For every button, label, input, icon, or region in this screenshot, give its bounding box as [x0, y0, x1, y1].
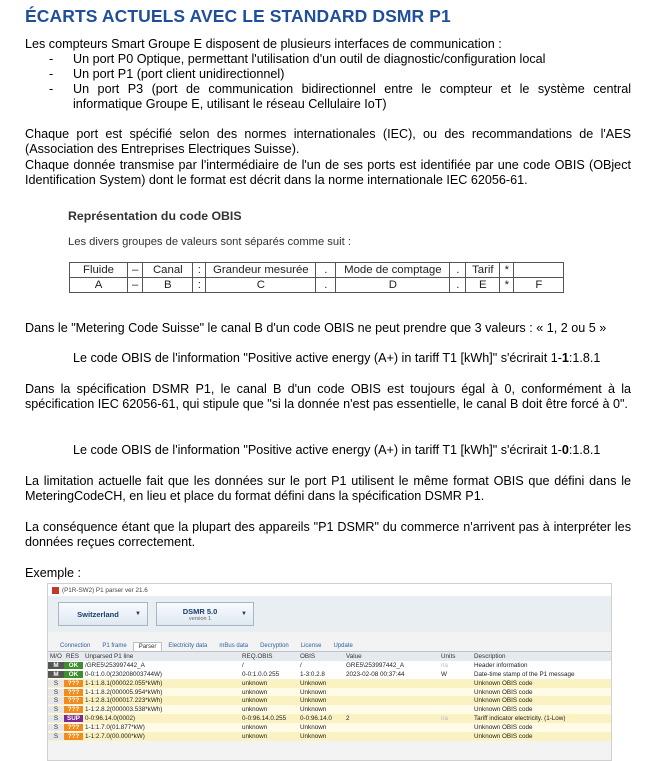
window-titlebar: [48, 584, 611, 596]
obis-paragraph: Chaque donnée transmise par l'intermédiaire de l'un de ses ports est identifiée par une code OBIS (OBject Identification System) dont le format est décrit dans la norme internationale IEC 62056-61.: [25, 158, 631, 187]
example-suffix: :1.8.1: [568, 351, 601, 365]
tab-update[interactable]: Update: [333, 643, 353, 649]
table-cell: Fluide: [70, 263, 128, 278]
table-cell: .: [316, 278, 336, 293]
chevron-down-icon: ▼: [135, 611, 141, 617]
table-row[interactable]: [48, 696, 611, 705]
bullet-dash: -: [49, 82, 54, 96]
mo-cell: S: [48, 706, 64, 713]
obis-cell: Unknown: [300, 724, 327, 732]
req-obis-cell: unknown: [242, 679, 268, 687]
standards-paragraph: Chaque port est spécifié selon des normes internationales (IEC), ou des recommandations de l'AES (Association des Entreprises Electriques Suisse).: [25, 127, 631, 156]
table-cell: –: [128, 263, 143, 278]
result-badge: ???: [64, 733, 83, 740]
obis-cell: Unknown: [300, 697, 327, 705]
description-cell: Unknown OBIS code: [474, 688, 533, 696]
table-row[interactable]: [48, 661, 611, 670]
result-badge: ???: [64, 689, 83, 696]
p1-line-cell: 1-1:1.8.1(000022.055*kWh): [85, 679, 163, 687]
tab-decryption[interactable]: Decryption: [260, 643, 289, 649]
list-item-text: Un port P1 (port client unidirectionnel): [73, 67, 285, 81]
value-cell: 2023-02-08 00:37:44: [346, 670, 405, 678]
example-text: Le code OBIS de l'information "Positive active energy (A+) in tariff T1 [kWh]" s'écrirait 1-: [73, 443, 562, 457]
table-cell: .: [450, 263, 466, 278]
table-cell: *: [500, 263, 514, 278]
table-cell: Tarif: [466, 263, 500, 278]
canal-b-value: 0: [561, 443, 569, 457]
table-row[interactable]: [48, 705, 611, 714]
grid-header-row: [48, 652, 611, 661]
table-cell: *: [500, 278, 514, 293]
tab-parser[interactable]: Parser: [133, 642, 163, 651]
req-obis-cell: unknown: [242, 724, 268, 732]
example-line-dsmr: [73, 443, 600, 457]
description-cell: Unknown OBIS code: [474, 697, 533, 705]
bullet-dash: -: [49, 52, 54, 66]
canal-b-value: 1: [561, 351, 569, 365]
result-badge: SUP: [64, 715, 83, 722]
metering-code-paragraph: Dans le "Metering Code Suisse" le canal B d'un code OBIS ne peut prendre que 3 valeurs : « 1, 2 ou 5 »: [25, 321, 607, 335]
tab-bar: [48, 637, 611, 651]
description-cell: Unknown OBIS code: [474, 724, 533, 732]
description-cell: Unknown OBIS code: [474, 732, 533, 740]
protocol-version: version 1: [188, 615, 212, 622]
tab-electricity-data[interactable]: Electricity data: [168, 643, 208, 649]
mo-cell: M: [48, 671, 64, 678]
column-header[interactable]: RES: [66, 652, 79, 660]
column-header[interactable]: M/O: [50, 652, 62, 660]
country-select-value: Switzerland: [77, 609, 119, 619]
units-cell: na: [441, 661, 449, 669]
toolbar: [48, 596, 611, 632]
app-icon: [52, 587, 59, 594]
obis-box-title: Représentation du code OBIS: [68, 209, 242, 223]
p1-line-cell: /GRE5\253997442_A: [85, 661, 145, 669]
tab-connection[interactable]: Connection: [60, 643, 91, 649]
table-row[interactable]: [48, 732, 611, 741]
protocol-select-value: [163, 607, 237, 622]
example-suffix: :1.8.1: [568, 443, 601, 457]
protocol-name: DSMR 5.0: [182, 606, 218, 616]
table-cell: Mode de comptage: [336, 263, 450, 278]
column-header[interactable]: OBIS: [300, 652, 316, 660]
p1-line-cell: 0-0:1.0.0(230208003744W): [85, 670, 163, 678]
column-header[interactable]: Value: [346, 652, 362, 660]
mo-cell: S: [48, 689, 64, 696]
obis-structure-table: [69, 262, 564, 293]
result-badge: OK: [64, 671, 83, 678]
obis-cell: 0-0:96.14.0: [300, 715, 332, 723]
list-item-text: Un port P0 Optique, permettant l'utilisation d'un outil de diagnostic/configuration local: [73, 52, 546, 66]
req-obis-cell: 0-0:1.0.0.255: [242, 670, 280, 678]
mo-cell: M: [48, 662, 64, 669]
table-row: [70, 278, 564, 293]
result-badge: ???: [64, 706, 83, 713]
result-badge: ???: [64, 680, 83, 687]
table-cell: –: [128, 278, 143, 293]
p1-line-cell: 0-0:96.14.0(0002): [85, 715, 136, 723]
chevron-down-icon: ▼: [241, 611, 247, 617]
table-row[interactable]: [48, 714, 611, 723]
table-row: [70, 263, 564, 278]
req-obis-cell: unknown: [242, 697, 268, 705]
obis-cell: Unknown: [300, 679, 327, 687]
table-cell: F: [514, 278, 564, 293]
units-cell: na: [441, 715, 449, 723]
bullet-dash: -: [49, 67, 54, 81]
req-obis-cell: /: [242, 661, 244, 669]
parser-screenshot: [47, 583, 612, 761]
protocol-select[interactable]: [156, 602, 254, 626]
country-select[interactable]: [58, 602, 148, 626]
table-cell: :: [193, 263, 206, 278]
column-header[interactable]: Units: [441, 652, 456, 660]
list-item-text: Un port P3 (port de communication bidirectionnel entre le compteur et le système central informatique Groupe E, utilisant le réseau Cellulaire IoT): [73, 82, 631, 111]
column-header[interactable]: REQ.OBIS: [242, 652, 273, 660]
tab-mbus-data[interactable]: mBus data: [219, 643, 249, 649]
description-cell: Tariff indicator electricity. (1-Low): [474, 715, 566, 723]
parser-grid: [48, 651, 611, 741]
value-cell: GRE5\253997442_A: [346, 661, 405, 669]
obis-cell: 1-3:0.2.8: [300, 670, 325, 678]
tab-license[interactable]: License: [300, 643, 322, 649]
p1-line-cell: 1-1:1.7.0(01.877*kW): [85, 724, 145, 732]
description-cell: Unknown OBIS code: [474, 679, 533, 687]
table-cell: C: [206, 278, 316, 293]
intro-paragraph: Les compteurs Smart Groupe E disposent de plusieurs interfaces de communication :: [25, 37, 502, 51]
example-text: Le code OBIS de l'information "Positive active energy (A+) in tariff T1 [kWh]" s'écrirait 1-: [73, 351, 562, 365]
table-cell: :: [193, 278, 206, 293]
units-cell: W: [441, 670, 447, 678]
list-item: [25, 52, 631, 67]
table-cell: [514, 263, 564, 278]
obis-box-subtitle: Les divers groupes de valeurs sont séparés comme suit :: [68, 236, 351, 248]
req-obis-cell: unknown: [242, 732, 268, 740]
obis-cell: Unknown: [300, 706, 327, 714]
req-obis-cell: 0-0:96.14.0.255: [242, 715, 287, 723]
tab-p1-frame[interactable]: P1 frame: [102, 643, 127, 649]
table-cell: D: [336, 278, 450, 293]
mo-cell: S: [48, 715, 64, 722]
description-cell: Date-time stamp of the P1 message: [474, 670, 575, 678]
mo-cell: S: [48, 733, 64, 740]
mo-cell: S: [48, 724, 64, 731]
p1-line-cell: 1-1:2.7.0(00.000*kW): [85, 732, 145, 740]
value-cell: 2: [346, 715, 350, 723]
mo-cell: S: [48, 680, 64, 687]
req-obis-cell: unknown: [242, 688, 268, 696]
table-row[interactable]: [48, 723, 611, 732]
table-cell: Canal: [143, 263, 193, 278]
obis-cell: Unknown: [300, 732, 327, 740]
result-badge: ???: [64, 724, 83, 731]
list-item: [25, 82, 631, 112]
table-row[interactable]: [48, 679, 611, 688]
obis-cell: Unknown: [300, 688, 327, 696]
consequence-paragraph: La conséquence étant que la plupart des appareils "P1 DSMR" du commerce n'arrivent pas à interpréter les données reçues correctement.: [25, 520, 631, 549]
column-header[interactable]: Unparsed P1 line: [85, 652, 134, 660]
req-obis-cell: unknown: [242, 706, 268, 714]
table-cell: B: [143, 278, 193, 293]
table-cell: E: [466, 278, 500, 293]
p1-line-cell: 1-1:2.8.2(000003.538*kWh): [85, 706, 163, 714]
table-cell: .: [450, 278, 466, 293]
table-row[interactable]: [48, 670, 611, 679]
page-title: ÉCARTS ACTUELS AVEC LE STANDARD DSMR P1: [25, 6, 451, 26]
description-cell: Unknown OBIS code: [474, 706, 533, 714]
column-header[interactable]: Description: [474, 652, 506, 660]
example-line-metering: [73, 351, 600, 365]
limitation-paragraph: La limitation actuelle fait que les données sur le port P1 utilisent le même format OBIS que défini dans le MeteringCodeCH, en lieu et place du format défini dans la spécification DSMR P1.: [25, 474, 631, 503]
result-badge: OK: [64, 662, 83, 669]
list-item: [25, 67, 631, 82]
dsmr-paragraph: Dans la spécification DSMR P1, le canal B d'un code OBIS est toujours égal à 0, conformément à la spécification IEC 62056-61, qui stipule que "si la donnée n'est pas essentielle, le canal B doit être forcé à 0".: [25, 382, 631, 411]
example-label: Exemple :: [25, 566, 81, 580]
obis-cell: /: [300, 661, 302, 669]
table-cell: A: [70, 278, 128, 293]
description-cell: Header information: [474, 661, 528, 669]
table-cell: .: [316, 263, 336, 278]
table-cell: Grandeur mesurée: [206, 263, 316, 278]
p1-line-cell: 1-1:1.8.2(000005.954*kWh): [85, 688, 163, 696]
p1-line-cell: 1-1:2.8.1(000017.223*kWh): [85, 697, 163, 705]
result-badge: ???: [64, 697, 83, 704]
port-list: [25, 52, 631, 112]
table-row[interactable]: [48, 688, 611, 697]
window-title: (P1R-SW2) P1 parser ver 21.6: [62, 586, 148, 594]
mo-cell: S: [48, 697, 64, 704]
